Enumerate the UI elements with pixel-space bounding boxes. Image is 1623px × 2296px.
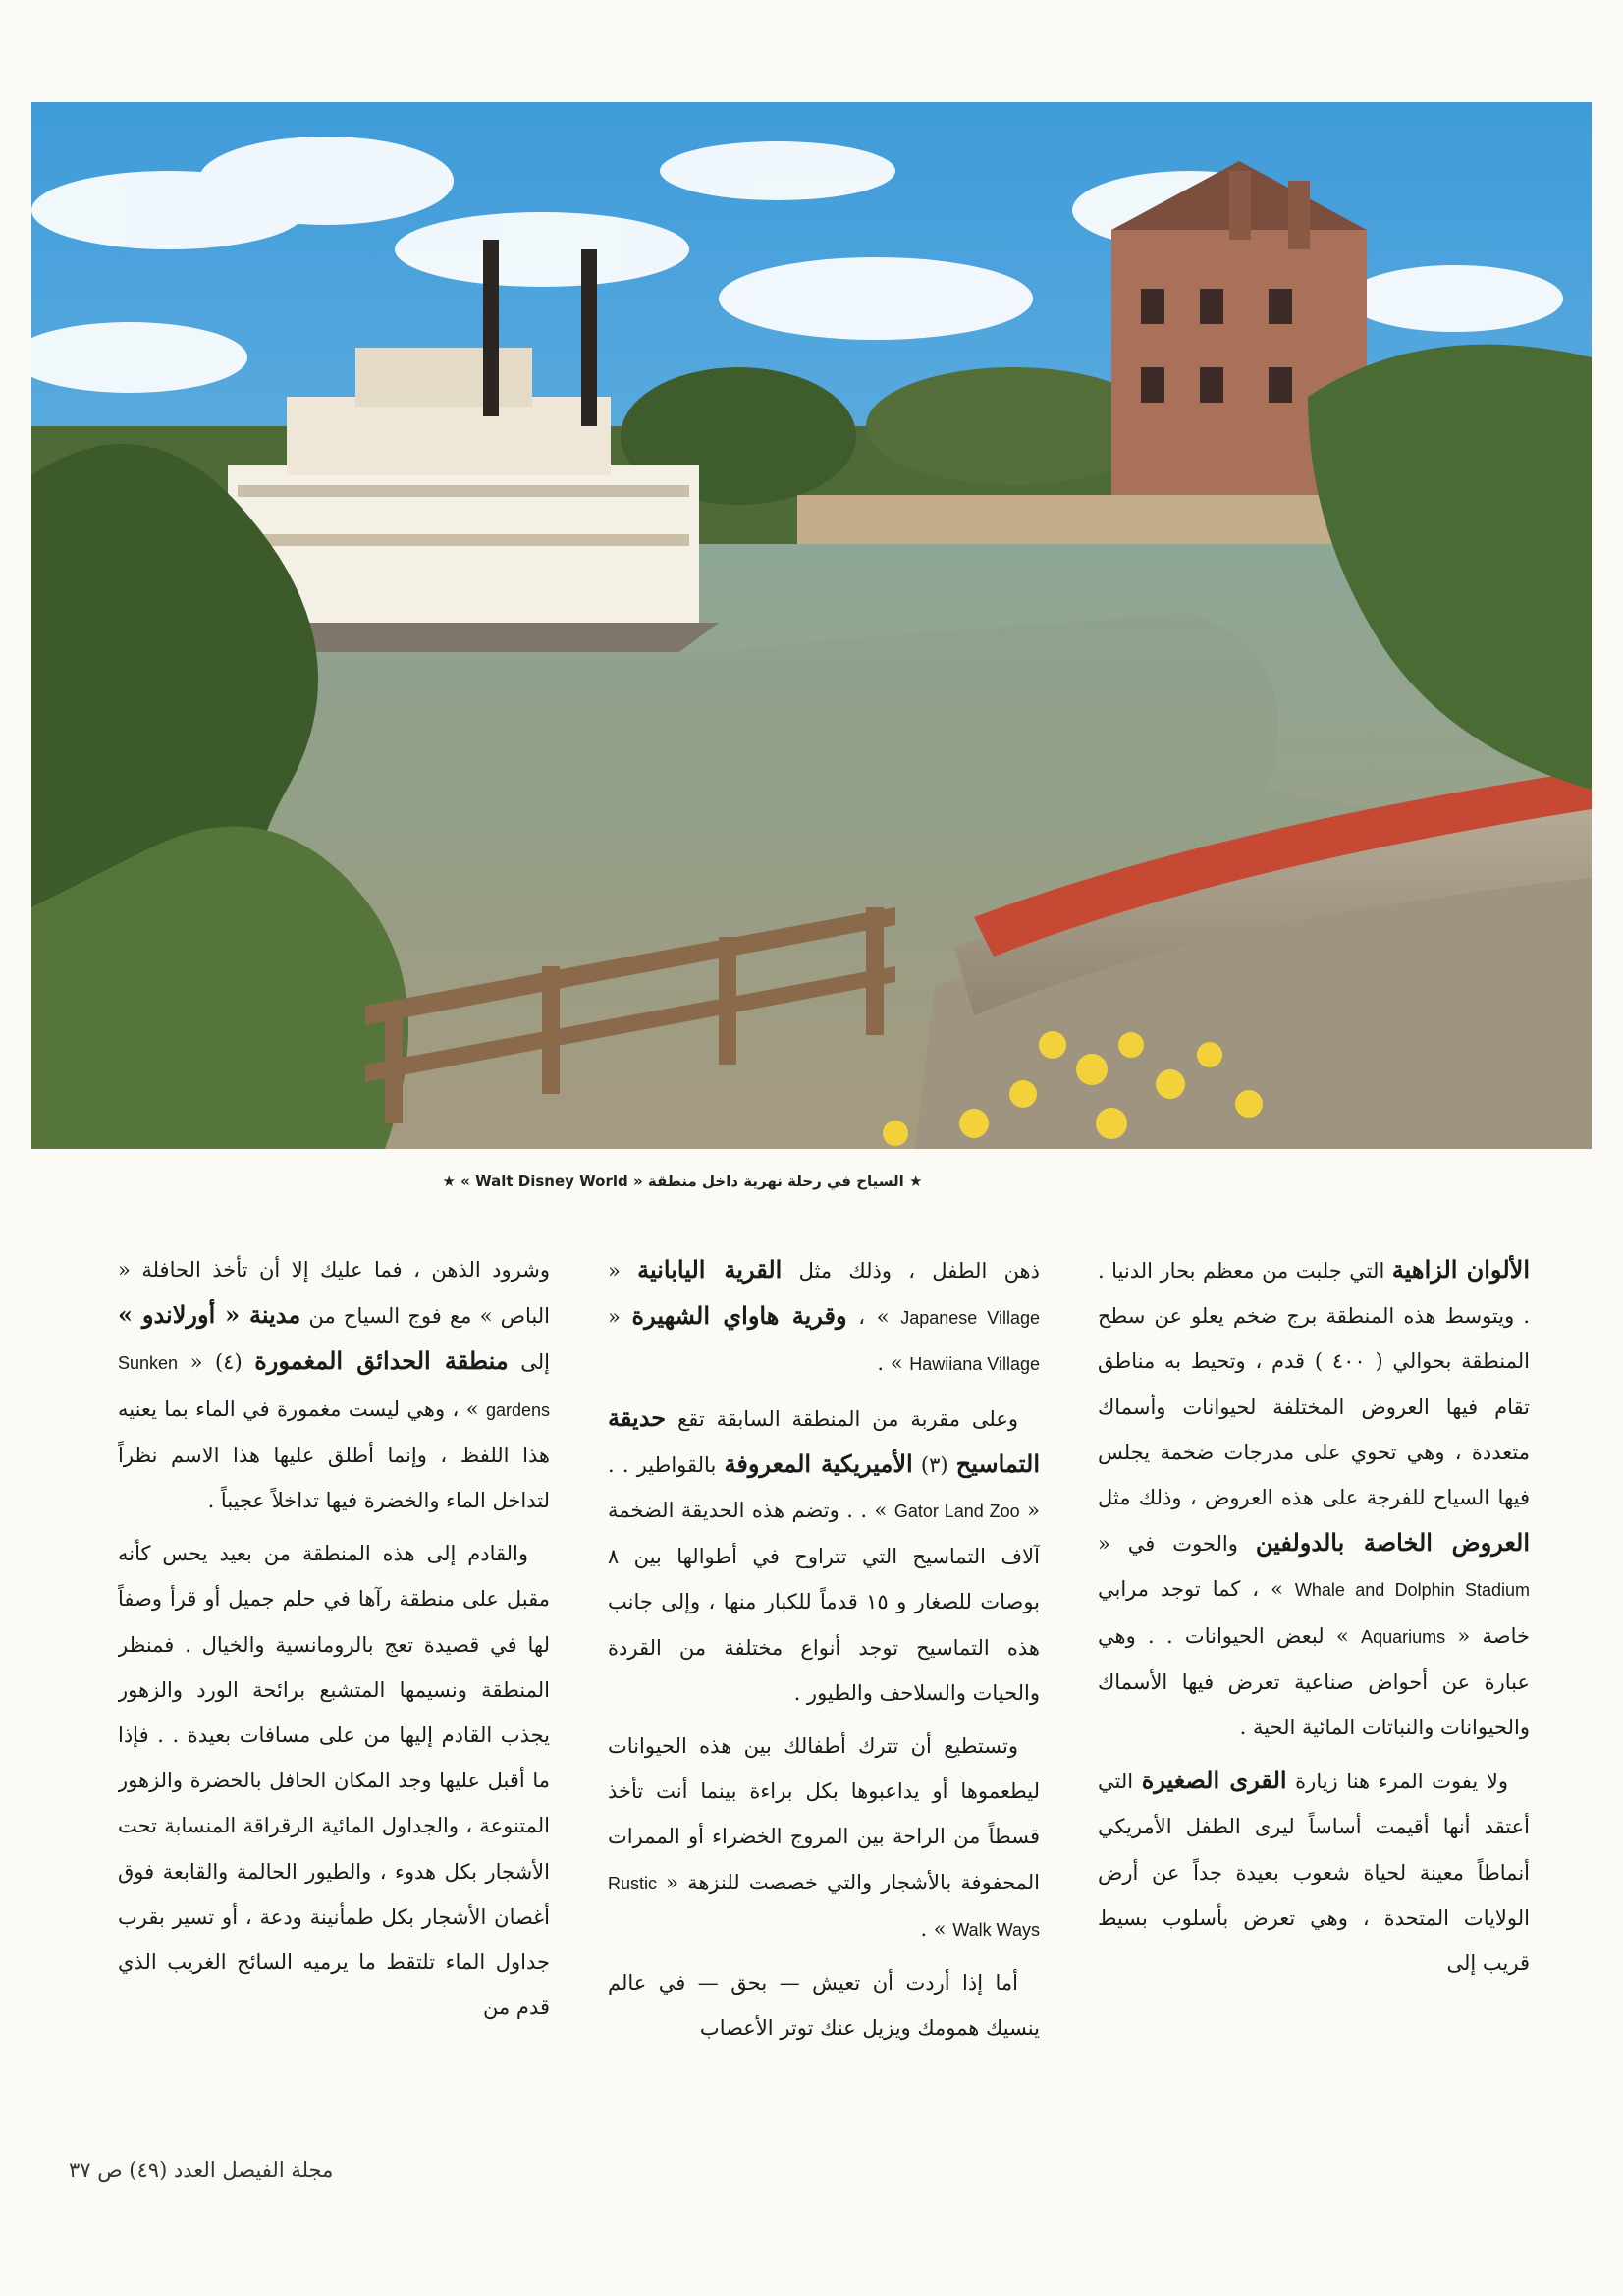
paragraph-text: ولا يفوت المرء هنا زيارة: [1286, 1770, 1508, 1794]
paragraph-text: » .: [920, 1916, 953, 1941]
english-term: Sunken gardens: [118, 1353, 550, 1420]
paragraph-text: » . . وتضم هذه الحديقة الضخمة آلاف التماسيح التي تتراوح في أطوالها بين ٨ بوصات للصغار و ١٥ قدماً للكبار منها ، وإلى جانب هذه التماسيح توجد أنواع مختلفة من القردة والحيات والسلاحف والطيور .: [608, 1499, 1040, 1705]
highlighted-term: القرى الصغيرة: [1141, 1766, 1287, 1795]
paragraph-text: » ، وهي ليست مغمورة في الماء بما يعنيه هذا اللفظ ، وإنما أطلق عليها هذا الاسم نظراً لتداخل الماء والخضرة فيها تداخلاً عجيباً .: [118, 1396, 550, 1513]
article-paragraph: [608, 1395, 1040, 1716]
english-term: Aquariums: [1361, 1626, 1446, 1647]
article-paragraph: [118, 1531, 550, 2030]
paragraph-text: التي أعتقد أنها أقيمت أساساً ليرى الطفل الأمريكي أنماطاً معينة لحياة شعوب بعيدة جداً عن أرض الولايات المتحدة ، وهي تعرض بأسلوب بسيط قريب إلى: [1098, 1770, 1530, 1976]
paragraph-text: «: [608, 1305, 632, 1330]
paragraph-text: «: [608, 1259, 638, 1283]
article-paragraph: [608, 1247, 1040, 1388]
photo-caption: ★ السياح في رحلة نهرية داخل منطقة « Walt Disney World » ★: [442, 1173, 923, 1190]
page-footer: مجلة الفيصل العدد (٤٩) ص ٣٧: [69, 2159, 334, 2182]
text-column-right: [1098, 1247, 1530, 2092]
paragraph-text: وعلى مقربة من المنطقة السابقة تقع: [666, 1406, 1018, 1431]
paragraph-text: والحوت في «: [1098, 1532, 1256, 1557]
paragraph-text: أما إذا أردت أن تعيش — بحق — في عالم ينسيك همومك ويزيل عنك توتر الأعصاب: [608, 1971, 1040, 2041]
paragraph-text: وتستطيع أن تترك أطفالك بين هذه الحيوانات ليطعموها أو يداعبوها بكل براءة بينما أنت تأخذ قسطاً من الراحة بين المروج الخضراء أو الممرات المحفوفة بالأشجار والتي خصصت للنزهة «: [608, 1734, 1040, 1894]
highlighted-term: الأميريكية المعروفة: [724, 1449, 913, 1478]
article-paragraph: [1098, 1247, 1530, 1750]
paragraph-text: إلى: [508, 1350, 550, 1375]
paragraph-text: » ،: [846, 1305, 901, 1330]
paragraph-text: ذهن الطفل ، وذلك مثل: [782, 1259, 1040, 1283]
highlighted-term: الألوان الزاهية: [1391, 1255, 1530, 1284]
text-column-left: [118, 1247, 550, 2092]
paragraph-text: (٤) «: [178, 1350, 255, 1375]
paragraph-text: بالقواطير . . «: [608, 1452, 1040, 1523]
paragraph-text: والقادم إلى هذه المنطقة من بعيد يحس كأنه مقبل على منطقة رآها في حلم جميل أو قرأ وصفاً لها في قصيدة تعج بالرومانسية والخيال . فمنظر المنطقة ونسيمها المتشبع برائحة الورد والزهور يجذب القادم إليها من على مسافات بعيدة . . فإذا ما أقبل عليها وجد المكان الحافل بالخضرة والزهور المتنوعة ، والجداول المائية الرقراقة المنسابة تحت الأشجار بكل هدوء ، والطيور الحالمة والقابعة فوق أغصان الأشجار بكل طمأنينة ودعة ، أو تسير بقرب جداول الماء تلتقط ما يرميه السائح الغريب الذي قدم من: [118, 1542, 550, 2020]
highlighted-term: القرية اليابانية: [637, 1255, 783, 1284]
paragraph-text: وشرود الذهن ، فما عليك إلا أن تأخذ الحافلة « الباص » مع فوج السياح من: [118, 1258, 550, 1329]
paragraph-text: » لبعض الحيوانات . . وهي عبارة عن أحواض صناعية تعرض فيها الأسماك والحيوانات والنباتات المائية الحية .: [1098, 1623, 1530, 1740]
english-term: Rustic Walk Ways: [608, 1873, 1040, 1940]
highlighted-term: مدينة « أورلاندو »: [118, 1300, 301, 1330]
article-paragraph: [608, 1723, 1040, 1952]
english-term: Hawiiana Village: [909, 1354, 1040, 1375]
english-term: Whale and Dolphin Stadium: [1294, 1580, 1530, 1601]
highlighted-term: العروض الخاصة بالدولفين: [1255, 1528, 1530, 1558]
highlighted-term: منطقة الحدائق المغمورة: [254, 1346, 509, 1376]
paragraph-text: » .: [877, 1351, 910, 1376]
paragraph-text: (٣): [912, 1452, 956, 1477]
highlighted-term: وقرية هاواي الشهيرة: [631, 1301, 847, 1331]
english-term: Gator Land Zoo: [893, 1502, 1020, 1522]
riverboat-photo: [31, 102, 1592, 1149]
article-paragraph: [1098, 1758, 1530, 1986]
paragraph-text: التي جلبت من معظم بحار الدنيا . . ويتوسط هذه المنطقة برج ضخم يعلو عن سطح المنطقة بحوالي ( ٤٠٠ ) قدم ، وتحيط به مناطق تقام فيها العروض المختلفة لحيوانات وأسماك متعددة ، وهي تحوي على مدرجات ضخمة يجلس فيها السياح للفرجة على هذه العروض ، وذلك مثل: [1098, 1259, 1530, 1510]
english-term: Japanese Village: [900, 1308, 1040, 1329]
article-paragraph: [118, 1247, 550, 1523]
paragraph-text: » ، كما توجد مرابي خاصة «: [1098, 1577, 1530, 1648]
text-column-middle: [608, 1247, 1040, 2092]
article-paragraph: [608, 1960, 1040, 2050]
highlighted-term: حديقة التماسيح: [608, 1402, 1040, 1478]
